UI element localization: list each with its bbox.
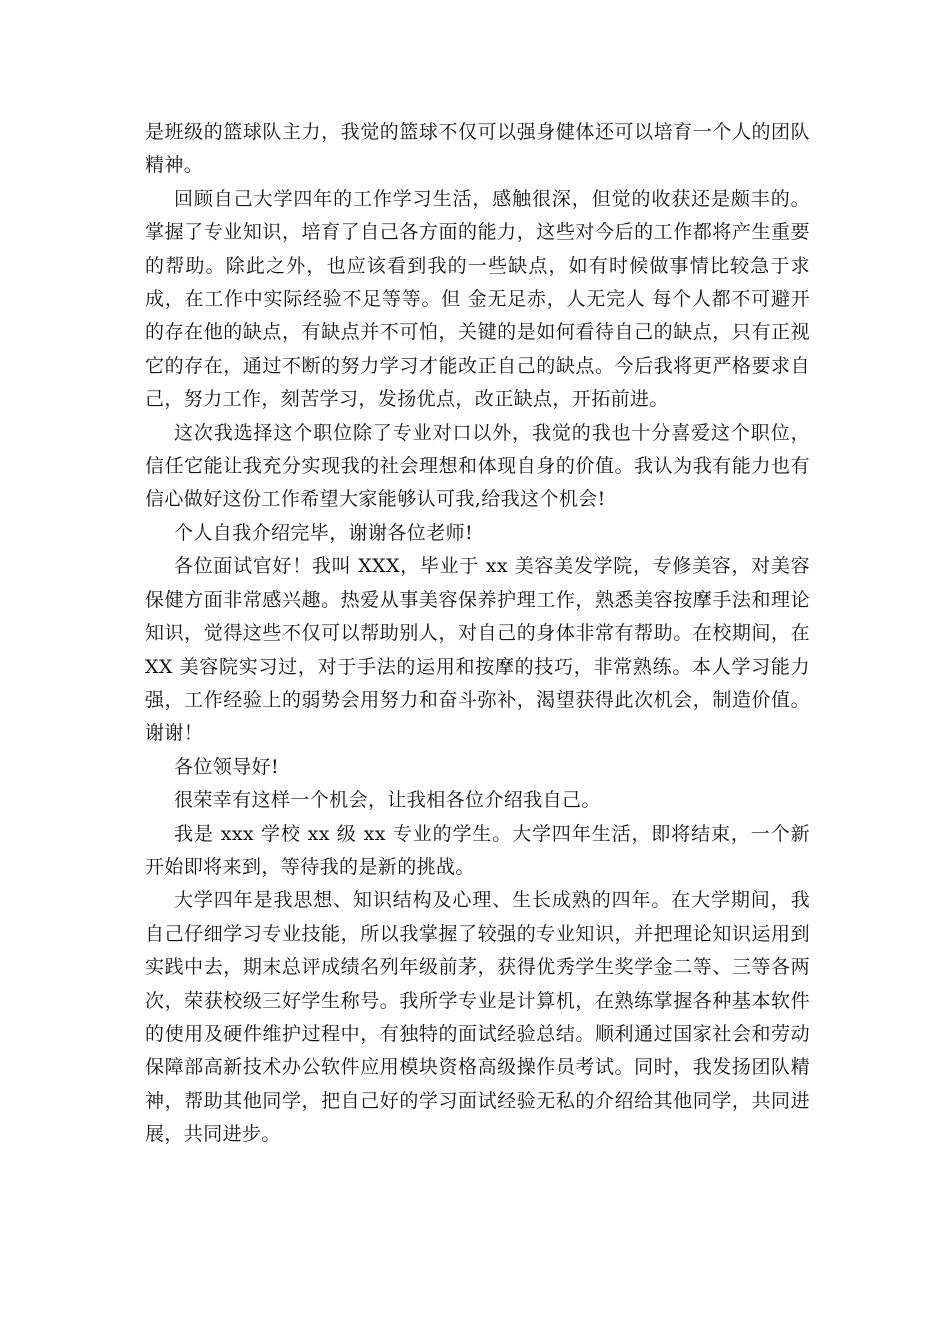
paragraph: 回顾自己大学四年的工作学习生活，感触很深，但觉的收获还是颇丰的。掌握了专业知识，培育了自己各方面的能力，这些对今后的工作都将产生重要的帮助。除此之外，也应该看到我的一些缺点，如有时候做事情比较急于求成，在工作中实际经验不足等等。但 金无足赤，人无完人 每个人都不可避开的存在他的缺点，有缺点并不可怕，关键的是如何看待自己的缺点，只有正视它的存在，通过不断的努力学习才能改正自己的缺点。今后我将更严格要求自己，努力工作，刻苦学习，发扬优点，改正缺点，开拓前进。 (145, 187, 810, 411)
paragraph: 大学四年是我思想、知识结构及心理、生长成熟的四年。在大学期间，我自己仔细学习专业技能，所以我掌握了较强的专业知识，并把理论知识运用到实践中去，期末总评成绩名列年级前茅，获得优秀学生奖学金二等、三等各两次，荣获校级三好学生称号。我所学专业是计算机，在熟练掌握各种基本软件的使用及硬件维护过程中，有独特的面试经验总结。顺利通过国家社会和劳动保障部高新技术办公软件应用模块资格高级操作员考试。同时，我发扬团队精神，帮助其他同学，把自己好的学习面试经验无私的介绍给其他同学，共同进展，共同进步。 (145, 889, 810, 1146)
paragraph: 很荣幸有这样一个机会，让我相各位介绍我自己。 (174, 789, 601, 812)
paragraph: 是班级的篮球队主力，我觉的篮球不仅可以强身健体还可以培育一个人的团队精神。 (145, 121, 810, 177)
paragraph: 这次我选择这个职位除了专业对口以外，我觉的我也十分喜爱这个职位，信任它能让我充分实现我的社会理想和体现自身的价值。我认为我有能力也有信心做好这份工作希望大家能够认可我,给我这个机会! (145, 421, 810, 511)
document-body (145, 116, 810, 1152)
paragraph: 各位领导好! (174, 755, 280, 778)
paragraph: 各位面试官好！我叫 XXX，毕业于 xx 美容美发学院，专修美容，对美容保健方面非常感兴趣。热爱从事美容保养护理工作，熟悉美容按摩手法和理论知识，觉得这些不仅可以帮助别人，对自己的身体非常有帮助。在校期间，在 XX 美容院实习过，对于手法的运用和按摩的技巧，非常熟练。本人学习能力强，工作经验上的弱势会用努力和奋斗弥补，渴望获得此次机会，制造价值。谢谢！ (145, 555, 810, 745)
paragraph: 我是 xxx 学校 xx 级 xx 专业的学生。大学四年生活，即将结束，一个新开始即将来到，等待我的是新的挑战。 (145, 822, 810, 878)
paragraph: 个人自我介绍完毕，谢谢各位老师! (174, 521, 474, 544)
